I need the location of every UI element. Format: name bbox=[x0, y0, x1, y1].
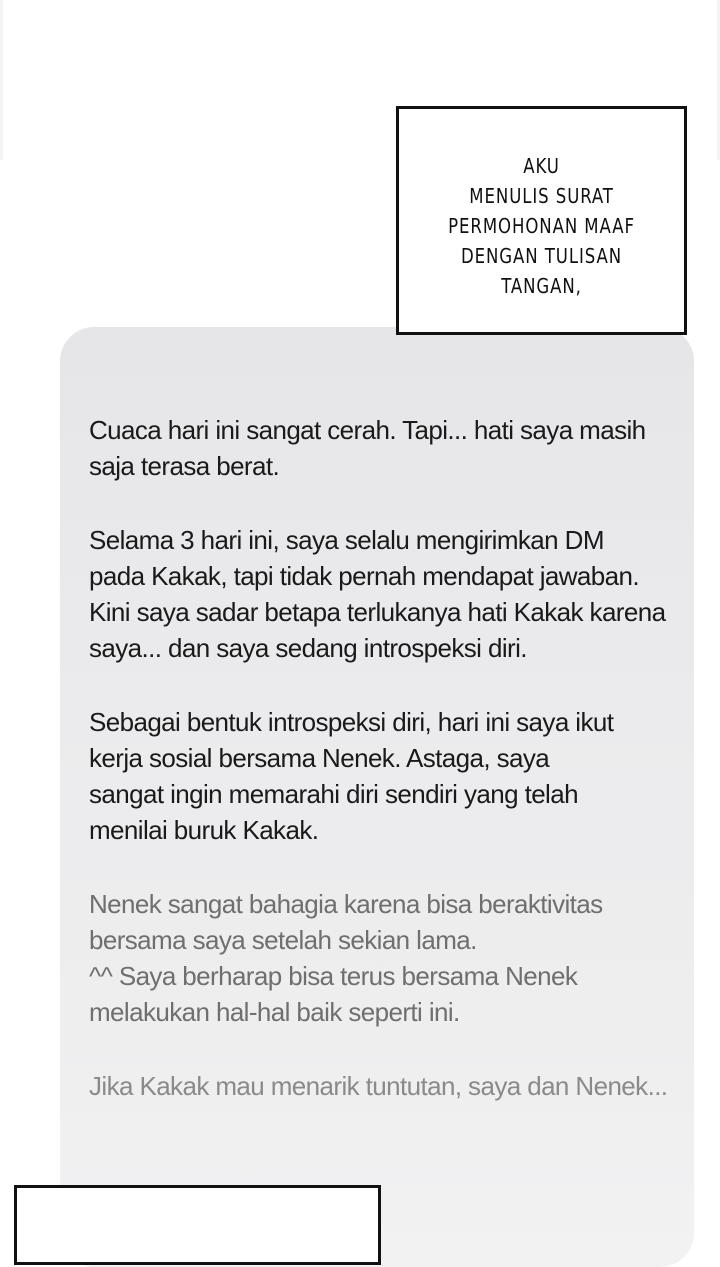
message-paragraph-4: Nenek sangat bahagia karena bisa beraktivitas bersama saya setelah sekian lama. ^^ Saya berharap bisa terus bersama Nenek melakukan hal-hal baik seperti ini. bbox=[89, 889, 603, 1027]
message-paragraph-5: Jika Kakak mau menarik tuntutan, saya dan Nenek... bbox=[89, 1071, 668, 1101]
message-paragraph-3: Sebagai bentuk introspeksi diri, hari ini saya ikut kerja sosial bersama Nenek. Astaga, saya sangat ingin memarahi diri sendiri yang telah menilai buruk Kakak. bbox=[89, 707, 614, 845]
narration-caption-text: AKU MENULIS SURAT PERMOHONAN MAAF DENGAN TULISAN TANGAN, bbox=[448, 154, 635, 298]
next-caption-box bbox=[14, 1185, 381, 1265]
narration-caption-box bbox=[396, 106, 687, 335]
message-paragraph-1: Cuaca hari ini sangat cerah. Tapi... hati saya masih saja terasa berat. bbox=[89, 415, 646, 481]
message-body bbox=[89, 412, 689, 1142]
panel-edge-left bbox=[0, 0, 3, 160]
message-paragraph-2: Selama 3 hari ini, saya selalu mengirimkan DM pada Kakak, tapi tidak pernah mendapat jawaban. Kini saya sadar betapa terlukanya hati Kakak karena saya... dan saya sedang introspeksi diri. bbox=[89, 525, 666, 663]
